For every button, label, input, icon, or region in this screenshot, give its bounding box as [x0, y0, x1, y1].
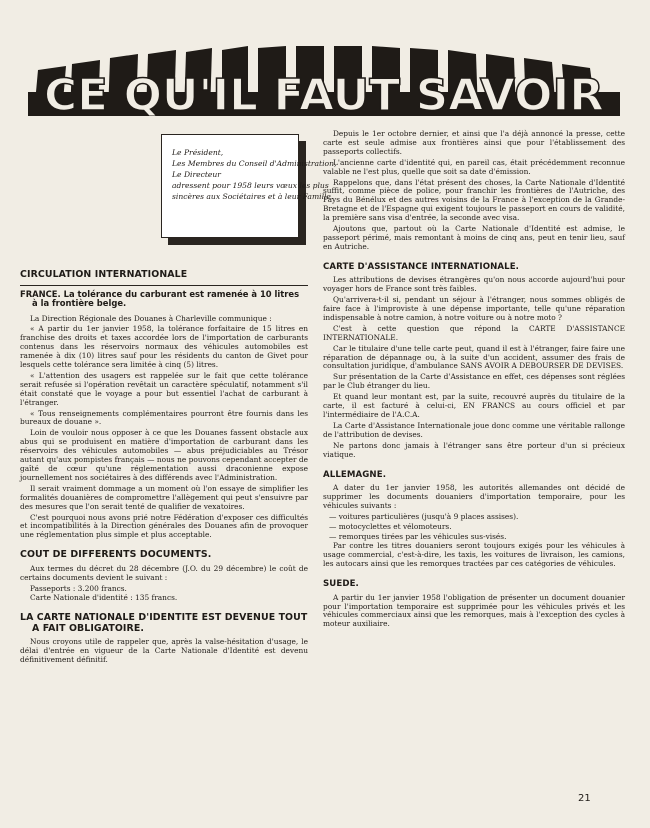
paragraph: « Tous renseignements complémentaires pourront être fournis dans les bureaux de douane ». [20, 408, 308, 427]
paragraph: Aux termes du décret du 28 décembre (J.O. du 29 décembre) le coût de certains documents devient le suivant : [20, 563, 308, 582]
paragraph: Nous croyons utile de rappeler que, après la valse-hésitation d'usage, le délai d'entrée en vigueur de la Carte Nationale d'Identité est devenu définitivement définitif. [20, 637, 308, 665]
paragraph: La Carte d'Assistance Internationale joue donc comme une véritable rallonge de l'attribution de devises. [323, 420, 625, 439]
paragraph: Sur présentation de la Carte d'Assistance en effet, ces dépenses sont réglées par le Club étranger du lieu. [323, 372, 625, 391]
list-item: — remorques tirées par les véhicules sus-visés. [329, 531, 507, 541]
greeting-line: adressent pour 1958 leurs vœux les plus [172, 181, 329, 190]
paragraph: Rappelons que, dans l'état présent des choses, la Carte Nationale d'Identité suffit, comme pièce de police, pour franchir les frontières de l'Autriche, des Pays du Bénélux et des autres voisins de la France à l'exception de la Grande-Bretagne et de l'Espagne qui exigent toujours le passeport en cours de validité, la première sans visa d'entrée, la seconde avec visa. [323, 177, 625, 223]
paragraph: Qu'arrivera-t-il si, pendant un séjour à l'étranger, nous sommes obligés de faire face à l'improviste à une dépense importante, telle qu'une réparation indispensable à notre camion, à notre voiture ou à notre moto ? [323, 295, 625, 322]
paragraph: Ne partons donc jamais à l'étranger sans être porteur d'un si précieux viatique. [323, 440, 625, 459]
paragraph: Loin de vouloir nous opposer à ce que les Douanes fassent obstacle aux abus qui se produisent en matière d'importation de carburant dans les réservoirs des véhicules automobiles — abus préjudiciables au Trésor autant qu'aux pompistes français — nous ne pouvons cependant accepter de gaîté de cœur qu'une réglementation aussi draconienne expose journellement nos sociétaires à des différends avec l'Administration. [20, 428, 308, 482]
right-column [323, 130, 625, 631]
left-column [20, 270, 308, 667]
banner-title: CE QU'IL FAUT SAVOIR [44, 70, 604, 116]
greeting-line: sincères aux Sociétaires et à leur Famille. [172, 192, 334, 201]
greeting-line: Le Président, [172, 148, 224, 157]
paragraph: L'ancienne carte d'identité qui, en pareil cas, était précédemment reconnue valable ne l'est plus, quelle que soit sa date d'émission. [323, 157, 625, 176]
paragraph: Il serait vraiment dommage a un moment où l'on essaye de simplifier les formalités douanières de compromettre l'allègement qui peut s'ensuivre par des mesures que l'on serait tenté de qualifier de vexatoires. [20, 483, 308, 511]
paragraph: Par contre les titres douaniers seront toujours exigés pour les véhicules à usage commercial, c'est-à-dire, les taxis, les voitures de livraison, les camions, les autocars ainsi que les remorques tractées par ces catégories de véhicules. [323, 541, 625, 569]
greeting-box [161, 134, 337, 238]
paragraph: « A partir du 1er janvier 1958, la tolérance forfaitaire de 15 litres en franchise des droits et taxes accordée lors de l'importation de carburants contenus dans les réservoirs normaux des véhicules automobiles est ramenée à dix (10) litres sauf pour les résidents du canton de Givet pour lesquels cette tolérance sera limitée à cinq (5) litres. [20, 324, 308, 370]
paragraph: « L'attention des usagers est rappelée sur le fait que cette tolérance serait refusée si l'opération revêtait un caractère spéculatif, notamment s'il était constaté que le voyage a pour but essentiel l'achat de carburant à l'étranger. [20, 370, 308, 407]
subheading-france [20, 290, 308, 309]
greeting-box-wrapper [161, 134, 337, 252]
heading-circulation: CIRCULATION INTERNATIONALE [20, 269, 188, 280]
heading-carte-nationale-line1: LA CARTE NATIONALE D'IDENTITE EST DEVENUE TOUT [20, 612, 308, 624]
paragraph: Depuis le 1er octobre dernier, et ainsi que l'a déjà annoncé la presse, cette carte est seule admise aux frontières ainsi que pour l'établissement des passeports collectifs. [323, 129, 625, 156]
list-item: — voitures particulières (jusqu'à 9 places assises). [329, 511, 519, 521]
cost-item: Carte Nationale d'identité : 135 francs. [30, 593, 178, 603]
paragraph: Les attributions de devises étrangères qu'on nous accorde aujourd'hui pour voyager hors de France sont très faibles. [323, 275, 625, 294]
greeting-line: Les Membres du Conseil d'Administration, [172, 159, 337, 168]
heading-rule [20, 285, 308, 286]
title-banner [28, 44, 620, 116]
paragraph: Et quand leur montant est, par la suite, recouvré auprès du titulaire de la carte, il est facturé à celui-ci, EN FRANCS au cours officiel et par l'intermédiaire de l'A.C.A. [323, 392, 625, 419]
paragraph: Car le titulaire d'une telle carte peut, quand il est à l'étranger, faire faire une réparation de dépannage ou, à la suite d'un accident, assumer des frais de consultation juridique, d'ambulance SANS AVOIR A DEBOURSER DE DEVISES. [323, 343, 625, 371]
paragraph: La Direction Régionale des Douanes à Charleville communique : [30, 313, 272, 323]
heading-suede: SUEDE. [323, 579, 359, 590]
heading-carte-assistance: CARTE D'ASSISTANCE INTERNATIONALE. [323, 261, 520, 272]
paragraph: C'est à cette question que répond la CARTE D'ASSISTANCE INTERNATIONALE. [323, 323, 625, 342]
heading-carte-nationale [20, 613, 308, 634]
heading-allemagne: ALLEMAGNE. [323, 469, 387, 480]
cost-item: Passeports : 3.200 francs. [30, 583, 127, 593]
heading-carte-nationale-line2: A FAIT OBLIGATOIRE. [32, 622, 144, 634]
subheading-france-line2: à la frontière belge. [32, 298, 127, 308]
paragraph: A partir du 1er janvier 1958 l'obligation de présenter un document douanier pour l'importation temporaire est supprimée pour les véhicules privés et les véhicules commerciaux ainsi que les remorques, mais à l'exception des cycles à moteur auxiliaire. [323, 592, 625, 629]
banner-graphic [28, 44, 620, 116]
paragraph: C'est pourquoi nous avons prié notre Fédération d'exposer ces difficultés et incompatibilités à la Direction générales des Douanes afin de provoquer une réglementation plus simple et plus acceptable. [20, 512, 308, 540]
greeting-line: Le Directeur [172, 170, 221, 179]
subheading-france-line1: FRANCE. La tolérance du carburant est ramenée à 10 litres [20, 288, 300, 299]
paragraph: A dater du 1er janvier 1958, les autorités allemandes ont décidé de supprimer les documents douaniers d'importation temporaire, pour les véhicules suivants : [323, 483, 625, 510]
heading-cout: COUT DE DIFFERENTS DOCUMENTS. [20, 549, 212, 561]
paragraph: Ajoutons que, partout où la Carte Nationale d'Identité est admise, le passeport périmé, mais remontant à moins de cinq ans, peut en tenir lieu, sauf en Autriche. [323, 224, 625, 251]
page-number: 21 [578, 793, 591, 804]
list-item: — motocyclettes et vélomoteurs. [329, 521, 452, 531]
